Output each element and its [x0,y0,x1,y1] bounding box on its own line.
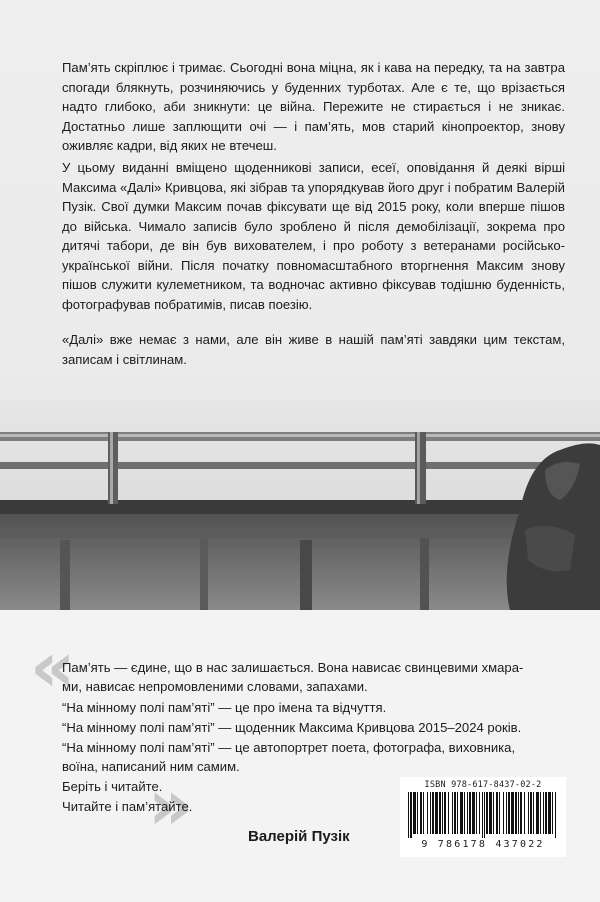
barcode-bar [515,792,517,834]
barcode-bar [469,792,471,834]
barcode-bar [444,792,446,834]
barcode-bar [518,792,519,834]
paragraph-about-edition: У цьому виданні вміщено щоденникові записи, есеї, оповідання й деякі вірші Максима «Далі» Кривцова, які зібрав та упорядкував його друг і побратим Валерій Пузік. Свої думки Максим почав фіксувати ще від 2015 року, коли вперше пішов до війська. Чимало записів було зроблено й після демобілізації, зокрема про дитячі табори, де він був вихователем, і про роботу з ветеранами російсько-української війни. Після початку повномасштабного вторгнення Максим знову пішов служити кулеметником, та водночас активно фіксував тодішню буденність, фотографував побратимів, писав поезію. [62,160,565,312]
barcode-bar [479,792,480,834]
barcode-number: 9 786178 437022 [421,839,545,850]
barcode-bar [508,792,510,834]
barcode-bar [413,792,416,834]
barcode-bar [439,792,441,834]
barcode-bar [442,792,443,834]
barcode-bar [536,792,539,834]
barcode-bar [530,792,532,834]
barcode-bar [435,792,438,834]
barcode-bar [430,792,431,834]
blurb-line: ми, нависає непромовленими словами, запахами. [62,679,368,694]
barcode-bar [552,792,553,834]
blurb-line: Беріть і читайте. [62,779,163,794]
blurb-line: “На мінному полі пам’яті” — це про імена та відчуття. [62,700,387,715]
barcode-bar [528,792,529,834]
barcode-bar [408,792,409,838]
barcode-bar [486,792,488,834]
barcode-bar [417,792,418,834]
barcode-bar [452,792,453,834]
barcode-bars [408,792,558,838]
barcode-bar [524,792,525,834]
barcode-bar [484,792,485,838]
isbn-barcode [400,777,566,857]
cover-photo-railing [0,400,600,610]
barcode-bar [467,792,468,834]
barcode-bar [460,792,463,834]
barcode-bar [410,792,412,838]
isbn-text: ISBN 978-617-8437-02-2 [424,780,542,790]
barcode-bar [464,792,465,834]
barcode-bar [506,792,507,834]
barcode-bar [432,792,434,834]
barcode-bar [476,792,477,834]
barcode-bar [427,792,428,834]
open-quote-mark: « [30,626,62,708]
author-name: Валерій Пузік [248,828,350,845]
barcode-bar [482,792,483,838]
barcode-bar [540,792,541,834]
barcode-bar [496,792,498,834]
blurb-line: Пам’ять — єдине, що в нас залишається. Вона нависає свинцевими хмара- [62,660,524,675]
close-quote-mark: » [148,764,180,846]
blurb-line: Читайте і пам’ятайте. [62,799,193,814]
blurb-line: воїна, написаний ним самим. [62,759,240,774]
barcode-bar [423,792,424,834]
barcode-bar [457,792,458,834]
barcode-bar [503,792,504,834]
barcode-bar [543,792,544,834]
blurb-line: “На мінному полі пам’яті” — це автопортрет поета, фотографа, виховника, [62,740,516,755]
barcode-bar [420,792,422,834]
barcode-bar [533,792,534,834]
barcode-bar [493,792,494,834]
blurb-line: “На мінному полі пам’яті” — щоденник Максима Кривцова 2015–2024 років. [62,720,522,735]
barcode-bar [548,792,551,834]
barcode-bar [448,792,449,834]
paragraph-memory: «Далі» вже немає з нами, але він живе в нашій пам’яті завдяки цим текстам, записам і світлинам. [62,332,565,367]
barcode-bar [499,792,500,834]
barcode-bar [520,792,522,834]
barcode-bar [555,792,556,838]
barcode-bar [489,792,492,834]
barcode-bar [472,792,475,834]
barcode-bar [454,792,456,834]
barcode-bar [511,792,514,834]
paragraph-intro: Пам’ять скріплює і тримає. Сьогодні вона міцна, як і кава на передку, та на завтра спогади блякнуть, розчиняючись у буденних турботах. Але є те, що врізається надто глибоко, аби зникнути: це війна. Пережите не стирається і не зникає. Достатньо лише заплющити очі — і пам’ять, мов старий кінопроектор, знову оживляє кадри, від яких не втечеш. [62,60,565,153]
barcode-bar [545,792,547,834]
